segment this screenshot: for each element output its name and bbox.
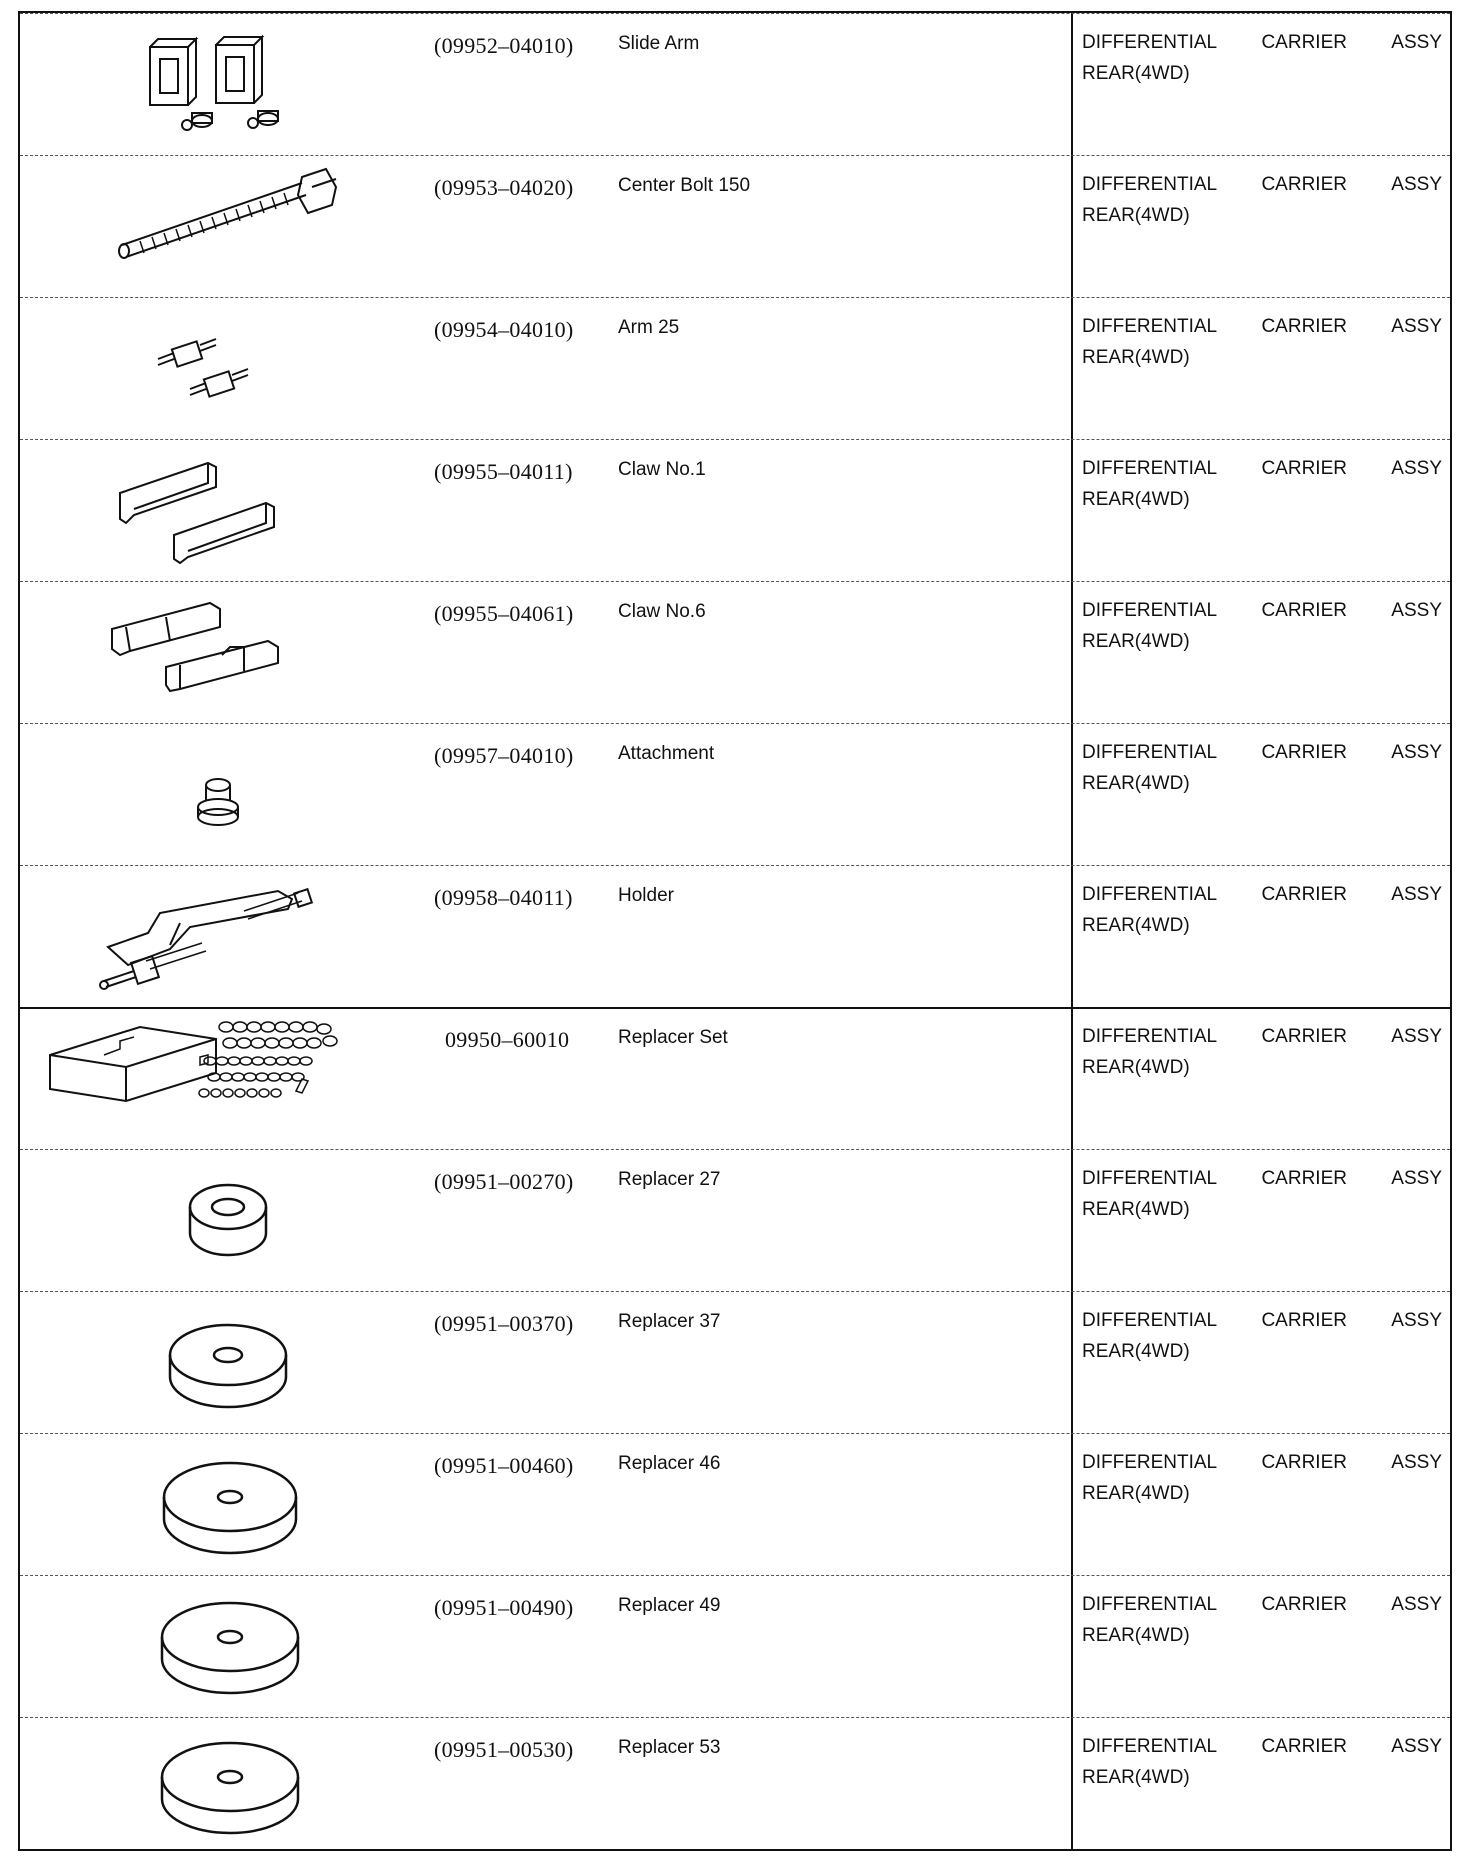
app-word: ASSY: [1391, 600, 1442, 621]
part-number: (09953–04020): [434, 175, 574, 200]
app-word: DIFFERENTIAL: [1082, 32, 1218, 53]
row-separator: [20, 155, 1450, 156]
part-name: Replacer 53: [618, 1737, 721, 1758]
part-name: Center Bolt 150: [618, 175, 751, 196]
app-word: CARRIER: [1261, 458, 1347, 479]
application: [1082, 1589, 1442, 1651]
app-line-2: REAR(4WD): [1082, 63, 1190, 84]
application: [1082, 1163, 1442, 1225]
table-row: [20, 1575, 1450, 1717]
part-number: (09951–00530): [434, 1737, 574, 1762]
table-row: [20, 1149, 1450, 1291]
app-word: ASSY: [1391, 1026, 1442, 1047]
application: [1082, 879, 1442, 941]
arm-icon: [30, 301, 430, 435]
app-line-2: REAR(4WD): [1082, 489, 1190, 510]
row-separator: [20, 1291, 1450, 1292]
app-line-2: REAR(4WD): [1082, 773, 1190, 794]
table-row: [20, 13, 1450, 155]
center-bolt-icon: [30, 159, 430, 293]
app-word: DIFFERENTIAL: [1082, 458, 1218, 479]
app-word: DIFFERENTIAL: [1082, 600, 1218, 621]
application: [1082, 1305, 1442, 1367]
holder-icon: [30, 869, 430, 1003]
app-word: ASSY: [1391, 1310, 1442, 1331]
replacer-37-icon: [30, 1295, 430, 1429]
app-line-2: REAR(4WD): [1082, 347, 1190, 368]
application: [1082, 169, 1442, 231]
part-name: Replacer 49: [618, 1595, 721, 1616]
attachment-icon: [30, 727, 430, 861]
app-word: ASSY: [1391, 174, 1442, 195]
part-number: (09957–04010): [434, 743, 574, 768]
replacer-49-icon: [30, 1579, 430, 1713]
app-word: CARRIER: [1261, 742, 1347, 763]
replacer-46-icon: [30, 1437, 430, 1571]
table-row: [20, 155, 1450, 297]
row-separator: [20, 581, 1450, 582]
row-separator: [20, 1433, 1450, 1434]
part-number: (09955–04061): [434, 601, 574, 626]
part-name: Replacer 27: [618, 1169, 721, 1190]
part-name: Attachment: [618, 743, 715, 764]
app-word: ASSY: [1391, 1168, 1442, 1189]
app-word: CARRIER: [1261, 1168, 1347, 1189]
table-row: [20, 865, 1450, 1007]
application: [1082, 595, 1442, 657]
row-separator: [20, 1149, 1450, 1150]
application: [1082, 311, 1442, 373]
app-word: CARRIER: [1261, 1452, 1347, 1473]
part-name: Claw No.1: [618, 459, 706, 480]
claw-no1-icon: [30, 443, 430, 577]
app-word: DIFFERENTIAL: [1082, 1452, 1218, 1473]
table-row: [20, 1433, 1450, 1575]
app-word: DIFFERENTIAL: [1082, 884, 1218, 905]
table-row: [20, 1717, 1450, 1849]
app-word: ASSY: [1391, 884, 1442, 905]
app-word: CARRIER: [1261, 1026, 1347, 1047]
app-word: DIFFERENTIAL: [1082, 742, 1218, 763]
part-name: Slide Arm: [618, 33, 700, 54]
part-number: (09958–04011): [434, 885, 573, 910]
application: [1082, 1731, 1442, 1793]
app-word: CARRIER: [1261, 174, 1347, 195]
part-number: (09951–00270): [434, 1169, 574, 1194]
app-word: ASSY: [1391, 458, 1442, 479]
app-word: ASSY: [1391, 32, 1442, 53]
app-line-2: REAR(4WD): [1082, 1199, 1190, 1220]
app-line-2: REAR(4WD): [1082, 915, 1190, 936]
app-word: DIFFERENTIAL: [1082, 1594, 1218, 1615]
row-separator: [20, 865, 1450, 866]
special-tools-table: [18, 11, 1452, 1851]
application: [1082, 27, 1442, 89]
app-word: CARRIER: [1261, 316, 1347, 337]
app-word: DIFFERENTIAL: [1082, 316, 1218, 337]
app-line-2: REAR(4WD): [1082, 1767, 1190, 1788]
replacer-53-icon: [30, 1721, 430, 1855]
replacer-27-icon: [30, 1153, 430, 1287]
part-number: (09955–04011): [434, 459, 573, 484]
part-number: 09950–60010: [445, 1027, 570, 1052]
part-name: Replacer Set: [618, 1027, 728, 1048]
part-number: (09952–04010): [434, 33, 574, 58]
row-separator: [20, 1575, 1450, 1576]
part-name: Arm 25: [618, 317, 680, 338]
row-separator: [20, 1717, 1450, 1718]
application: [1082, 737, 1442, 799]
part-name: Holder: [618, 885, 674, 906]
part-number: (09951–00370): [434, 1311, 574, 1336]
app-word: DIFFERENTIAL: [1082, 1026, 1218, 1047]
app-word: ASSY: [1391, 1736, 1442, 1757]
slide-arm-icon: [30, 17, 430, 151]
table-row: [20, 1007, 1450, 1149]
table-row: [20, 581, 1450, 723]
row-separator: [20, 297, 1450, 298]
app-line-2: REAR(4WD): [1082, 1625, 1190, 1646]
part-number: (09954–04010): [434, 317, 574, 342]
application: [1082, 1447, 1442, 1509]
app-line-2: REAR(4WD): [1082, 1483, 1190, 1504]
app-word: ASSY: [1391, 1594, 1442, 1615]
app-word: DIFFERENTIAL: [1082, 174, 1218, 195]
app-word: DIFFERENTIAL: [1082, 1168, 1218, 1189]
table-row: [20, 297, 1450, 439]
app-word: ASSY: [1391, 316, 1442, 337]
app-word: CARRIER: [1261, 1736, 1347, 1757]
table-row: [20, 439, 1450, 581]
app-word: DIFFERENTIAL: [1082, 1310, 1218, 1331]
replacer-set-icon: [30, 1011, 430, 1145]
part-name: Replacer 37: [618, 1311, 721, 1332]
table-row: [20, 723, 1450, 865]
row-separator: [20, 1007, 1450, 1009]
app-line-2: REAR(4WD): [1082, 205, 1190, 226]
app-word: CARRIER: [1261, 1310, 1347, 1331]
row-separator: [20, 13, 1450, 14]
app-word: CARRIER: [1261, 1594, 1347, 1615]
part-number: (09951–00460): [434, 1453, 574, 1478]
row-separator: [20, 723, 1450, 724]
app-word: CARRIER: [1261, 600, 1347, 621]
app-line-2: REAR(4WD): [1082, 1057, 1190, 1078]
app-word: CARRIER: [1261, 32, 1347, 53]
application: [1082, 1021, 1442, 1083]
app-word: ASSY: [1391, 1452, 1442, 1473]
app-line-2: REAR(4WD): [1082, 1341, 1190, 1362]
application: [1082, 453, 1442, 515]
table-row: [20, 1291, 1450, 1433]
app-word: DIFFERENTIAL: [1082, 1736, 1218, 1757]
part-name: Claw No.6: [618, 601, 706, 622]
app-word: ASSY: [1391, 742, 1442, 763]
part-name: Replacer 46: [618, 1453, 721, 1474]
claw-no6-icon: [30, 585, 430, 719]
app-line-2: REAR(4WD): [1082, 631, 1190, 652]
part-number: (09951–00490): [434, 1595, 574, 1620]
app-word: CARRIER: [1261, 884, 1347, 905]
row-separator: [20, 439, 1450, 440]
